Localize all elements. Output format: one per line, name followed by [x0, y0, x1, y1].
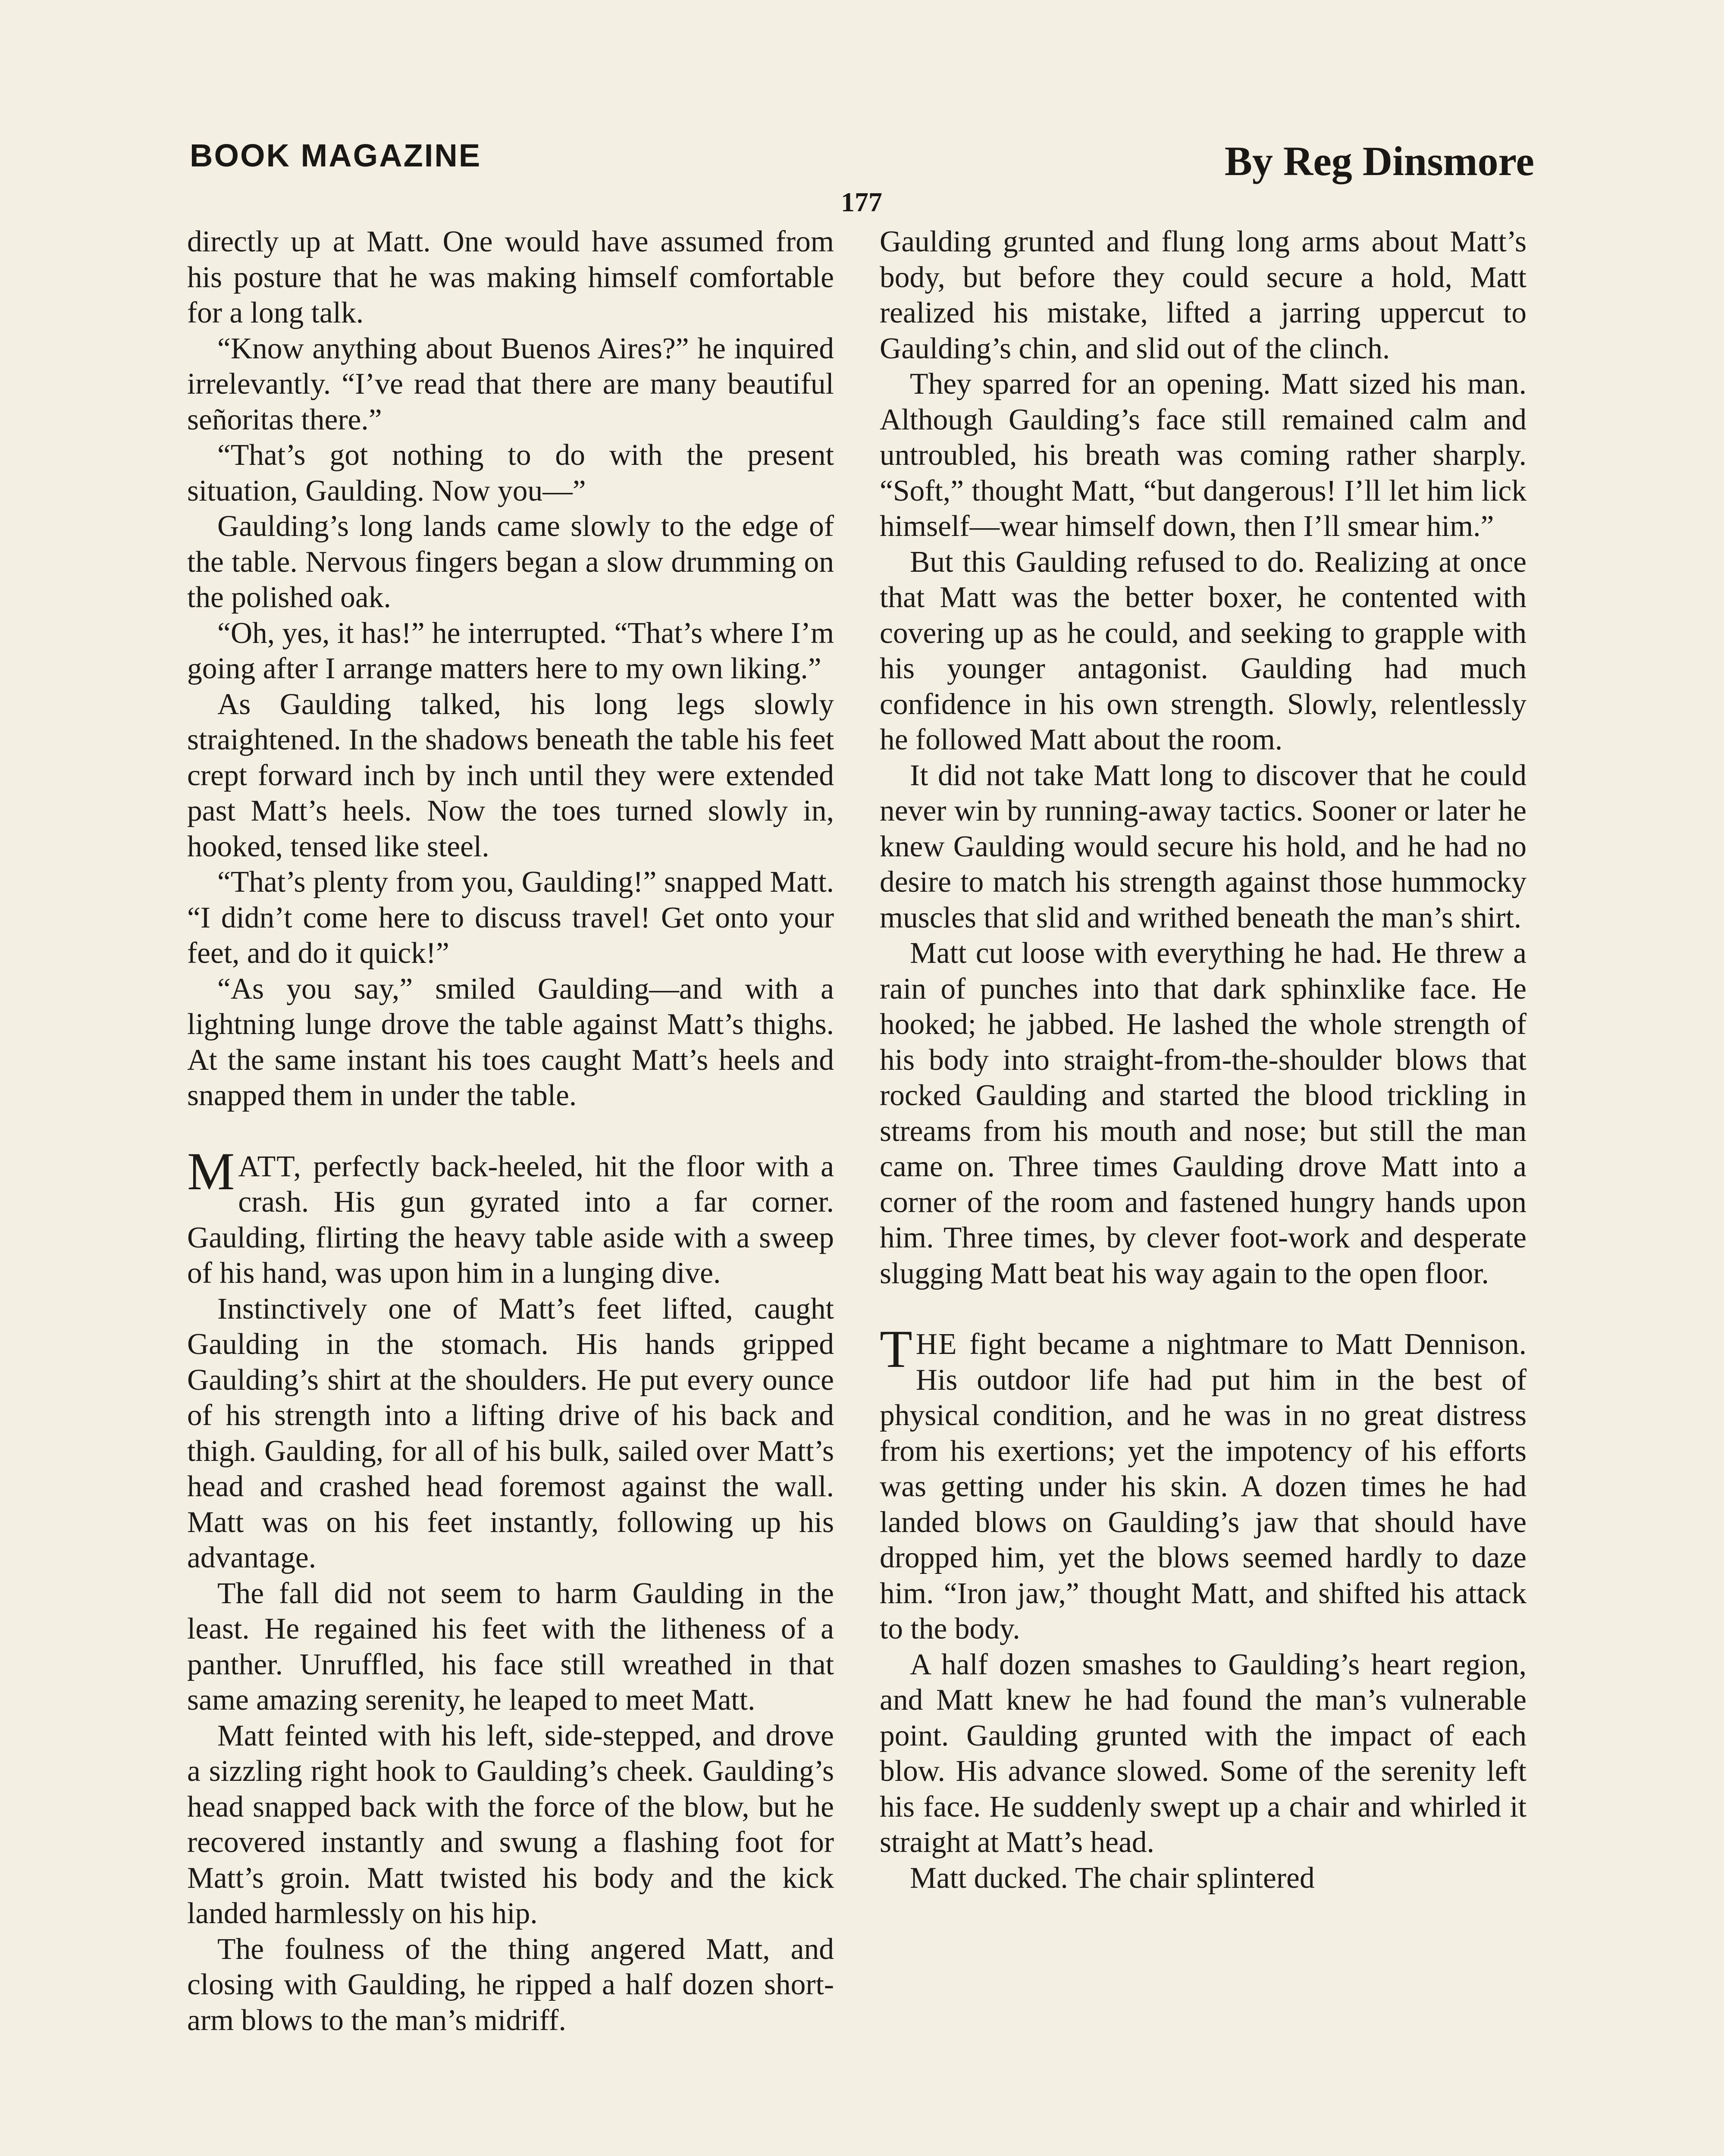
lead-in: ATT, [238, 1150, 302, 1183]
paragraph: “That’s plenty from you, Gaulding!” snapped Matt. “I didn’t come here to discuss travel! Get onto your feet, and do it quick!” [187, 865, 834, 970]
paragraph: Gaulding grunted and flung long arms about Matt’s body, but before they could secure a hold, Matt realized his mistake, lifted a jarring uppercut to Gaulding’s chin, and slid out of the clinch. [880, 225, 1527, 365]
paragraph: It did not take Matt long to discover that he could never win by running-away tactics. Sooner or later he knew Gaulding would secure his hold, and he had no desire to match his strength against those hummocky muscles that slid and writhed beneath the man’s shirt. [880, 758, 1527, 934]
page-number: 177 [841, 187, 882, 217]
drop-cap: M [187, 1141, 235, 1201]
lead-in: HE [915, 1328, 958, 1361]
paragraph: A half dozen smashes to Gaulding’s heart region, and Matt knew he had found the man’s vulnerable point. Gaulding grunted with the impact of each blow. His advance slowed. Some of the serenity left his face. He suddenly swept up a chair and whirled it straight at Matt’s head. [880, 1648, 1527, 1859]
left-column [187, 224, 834, 2038]
paragraph: The foulness of the thing angered Matt, and closing with Gaulding, he ripped a half dozen short-arm blows to the man’s midriff. [187, 1932, 834, 2037]
right-column [880, 224, 1527, 1896]
magazine-title: BOOK MAGAZINE [190, 138, 482, 173]
paragraph: Instinctively one of Matt’s feet lifted, caught Gaulding in the stomach. His hands gripped Gaulding’s shirt at the shoulders. He put every ounce of his strength into a lifting drive of his back and thigh. Gaulding, for all of his bulk, sailed over Matt’s head and crashed head foremost against the wall. Matt was on his feet instantly, following up his advantage. [187, 1292, 834, 1574]
paragraph: But this Gaulding refused to do. Realizing at once that Matt was the better boxer, he contented with covering up as he could, and seeking to grapple with his younger antagonist. Gaulding had much confidence in his own strength. Slowly, relentlessly he followed Matt about the room. [880, 545, 1527, 756]
paragraph: “Know anything about Buenos Aires?” he inquired irrelevantly. “I’ve read that there are many beautiful señoritas there.” [187, 332, 834, 436]
paragraph: They sparred for an opening. Matt sized his man. Although Gaulding’s face still remained calm and untroubled, his breath was coming rather sharply. “Soft,” thought Matt, “but dangerous! I’ll let him lick himself—wear himself down, then I’ll smear him.” [880, 367, 1527, 543]
section-opening-paragraph [187, 1141, 834, 1291]
paragraph: Matt ducked. The chair splintered [910, 1861, 1315, 1895]
drop-cap: T [880, 1319, 912, 1379]
paragraph-text: fight became a nightmare to Matt Dennison. His outdoor life had put him in the best of physical condition, and he was in no great distress from his exertions; yet the impotency of his efforts was getting under his skin. A dozen times he had landed blows on Gaulding’s jaw that should have dropped him, yet the blows seemed hardly to daze him. “Iron jaw,” thought Matt, and shifted his attack to the body. [880, 1328, 1527, 1645]
paragraph: “Oh, yes, it has!” he interrupted. “That’s where I’m going after I arrange matters here to my own liking.” [187, 616, 834, 685]
paragraph: “That’s got nothing to do with the present situation, Gaulding. Now you—” [187, 439, 834, 508]
paragraph: “As you say,” smiled Gaulding—and with a lightning lunge drove the table against Matt’s thighs. At the same instant his toes caught Matt’s heels and snapped them in under the table. [187, 972, 834, 1112]
paragraph: Matt feinted with his left, side-stepped, and drove a sizzling right hook to Gaulding’s cheek. Gaulding’s head snapped back with the force of the blow, but he recovered instantly and swung a flashing foot for Matt’s groin. Matt twisted his body and the kick landed harmlessly on his hip. [187, 1719, 834, 1930]
section-opening-paragraph [880, 1319, 1527, 1647]
author-byline: By Reg Dinsmore [1224, 138, 1534, 184]
paragraph: Matt cut loose with everything he had. He threw a rain of punches into that dark sphinxlike face. He hooked; he jabbed. He lashed the whole strength of his body into straight-from-the-shoulder blows that rocked Gaulding and started the blood trickling in streams from his mouth and nose; but still the man came on. Three times Gaulding drove Matt into a corner of the room and fastened hungry hands upon him. Three times, by clever foot-work and desperate slugging Matt beat his way again to the open floor. [880, 937, 1527, 1290]
paragraph: Gaulding’s long lands came slowly to the edge of the table. Nervous fingers began a slow drumming on the polished oak. [187, 510, 834, 614]
paragraph: directly up at Matt. One would have assumed from his posture that he was making himself comfortable for a long talk. [187, 225, 834, 329]
paragraph: The fall did not seem to harm Gaulding in the least. He regained his feet with the litheness of a panther. Unruffled, his face still wreathed in that same amazing serenity, he leaped to meet Matt. [187, 1576, 834, 1717]
paragraph-text: perfectly back-heeled, hit the floor with a crash. His gun gyrated into a far corner. Gaulding, flirting the heavy table aside with a sweep of his hand, was upon him in a lunging dive. [187, 1150, 834, 1290]
paragraph: As Gaulding talked, his long legs slowly straightened. In the shadows beneath the table his feet crept forward inch by inch until they were extended past Matt’s heels. Now the toes turned slowly in, hooked, tensed like steel. [187, 687, 834, 863]
